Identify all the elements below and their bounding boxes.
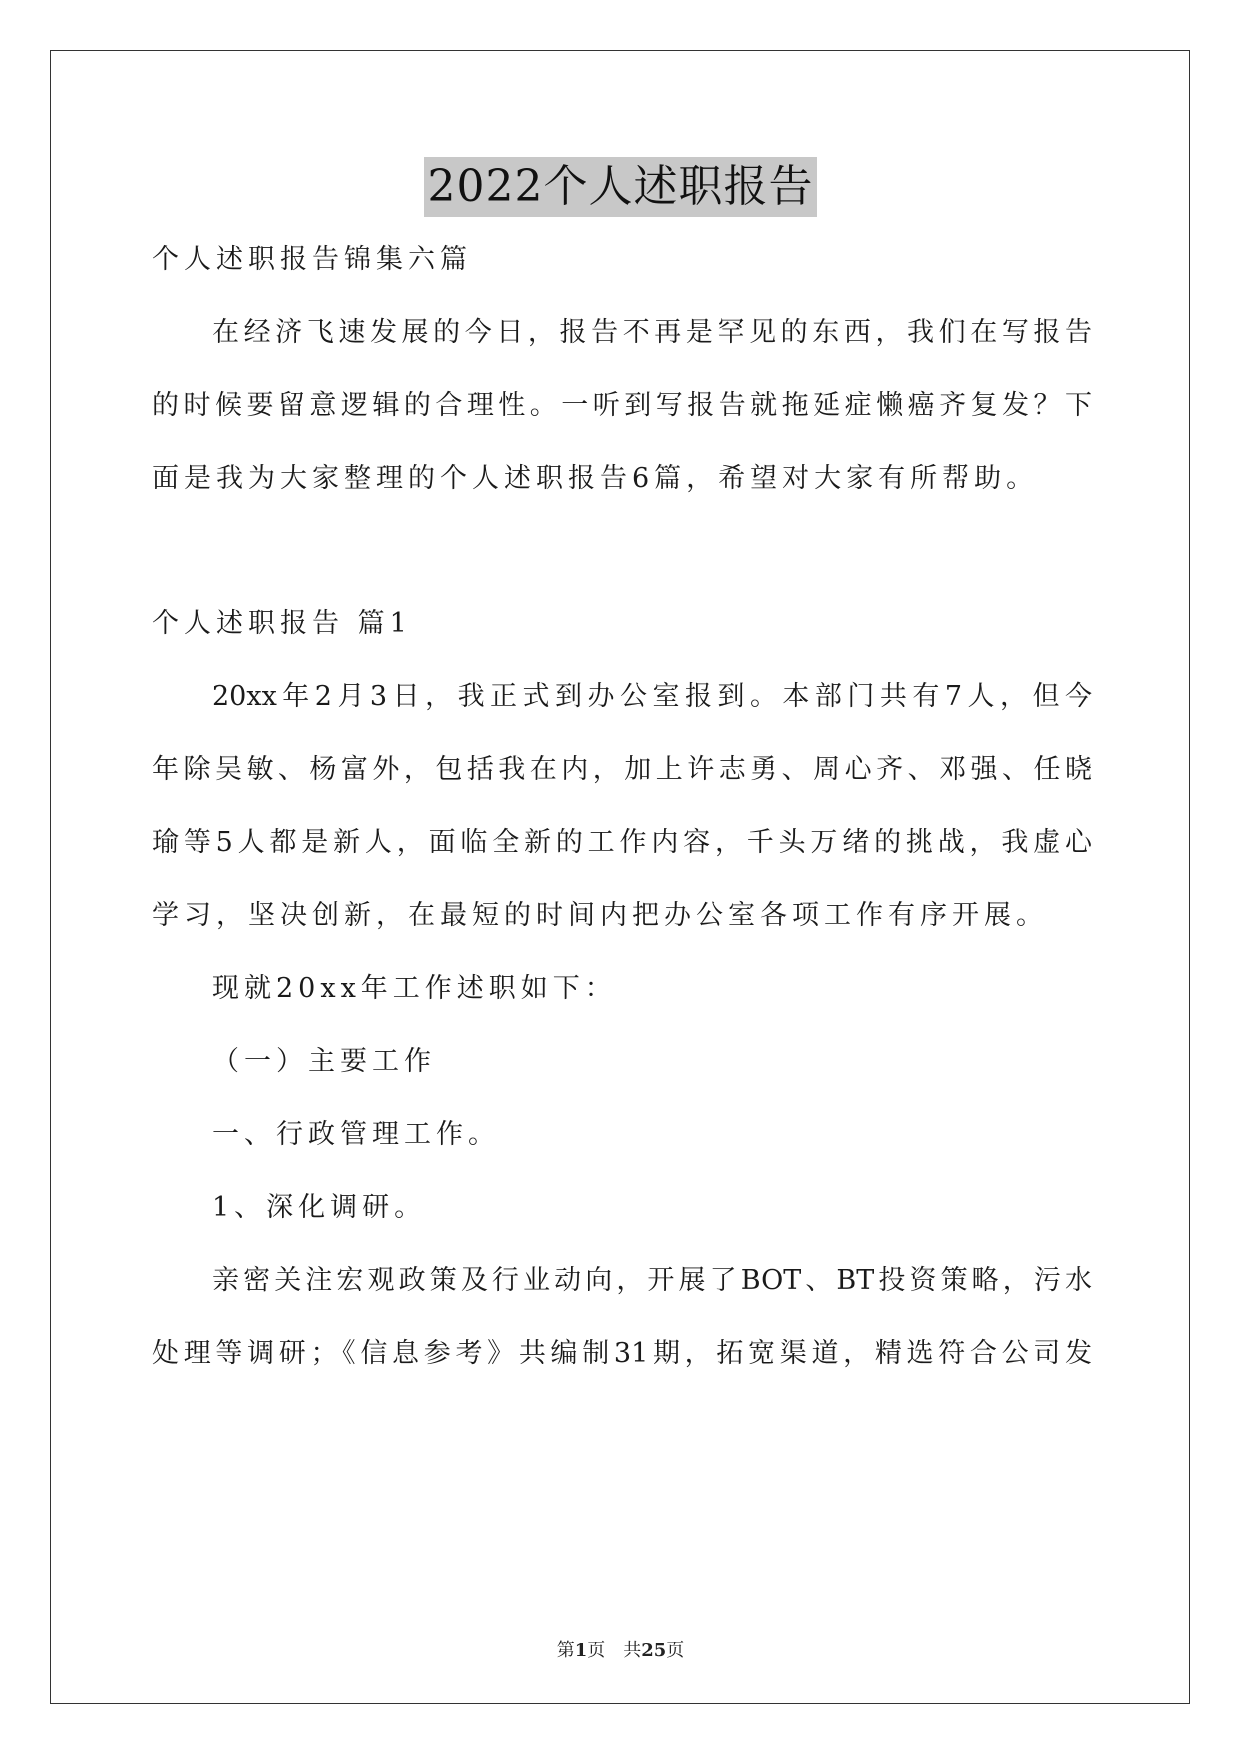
subheading: 1、深化调研。 [212, 1192, 427, 1223]
subheading: （一）主要工作 [212, 1046, 436, 1077]
title-wrap [0, 157, 1241, 217]
footer-suffix: 页 [666, 1640, 685, 1661]
paragraph-line: 瑜等5人都是新人，面临全新的工作内容，千头万绪的挑战，我虚心 [152, 827, 1092, 858]
subheading: 一、行政管理工作。 [212, 1119, 500, 1150]
section-heading: 个人述职报告 篇1 [152, 608, 412, 639]
footer-current-page: 1 [574, 1640, 588, 1661]
page-footer [0, 1636, 1241, 1662]
footer-total-pages: 25 [641, 1640, 667, 1661]
paragraph-line: 的时候要留意逻辑的合理性。一听到写报告就拖延症懒癌齐复发？下 [152, 390, 1092, 421]
paragraph-line: 20xx年2月3日，我正式到办公室报到。本部门共有7人，但今 [212, 681, 1092, 712]
paragraph-line: 在经济飞速发展的今日，报告不再是罕见的东西，我们在写报告 [212, 317, 1092, 348]
paragraph-line: 年除吴敏、杨富外，包括我在内，加上许志勇、周心齐、邓强、任晓 [152, 754, 1092, 785]
page-border [50, 50, 1190, 1704]
paragraph-line: 现就20xx年工作述职如下： [212, 973, 617, 1004]
paragraph-line: 学习，坚决创新，在最短的时间内把办公室各项工作有序开展。 [152, 900, 1048, 931]
footer-prefix: 第 [556, 1640, 575, 1661]
document-title: 2022个人述职报告 [424, 157, 818, 217]
paragraph-line: 面是我为大家整理的个人述职报告6篇，希望对大家有所帮助。 [152, 463, 1039, 494]
subtitle-line: 个人述职报告锦集六篇 [152, 244, 472, 275]
footer-mid: 页 共 [587, 1640, 642, 1661]
paragraph-line: 处理等调研；《信息参考》共编制31期，拓宽渠道，精选符合公司发 [152, 1338, 1092, 1369]
paragraph-line: 亲密关注宏观政策及行业动向，开展了BOT、BT投资策略，污水 [212, 1265, 1092, 1296]
